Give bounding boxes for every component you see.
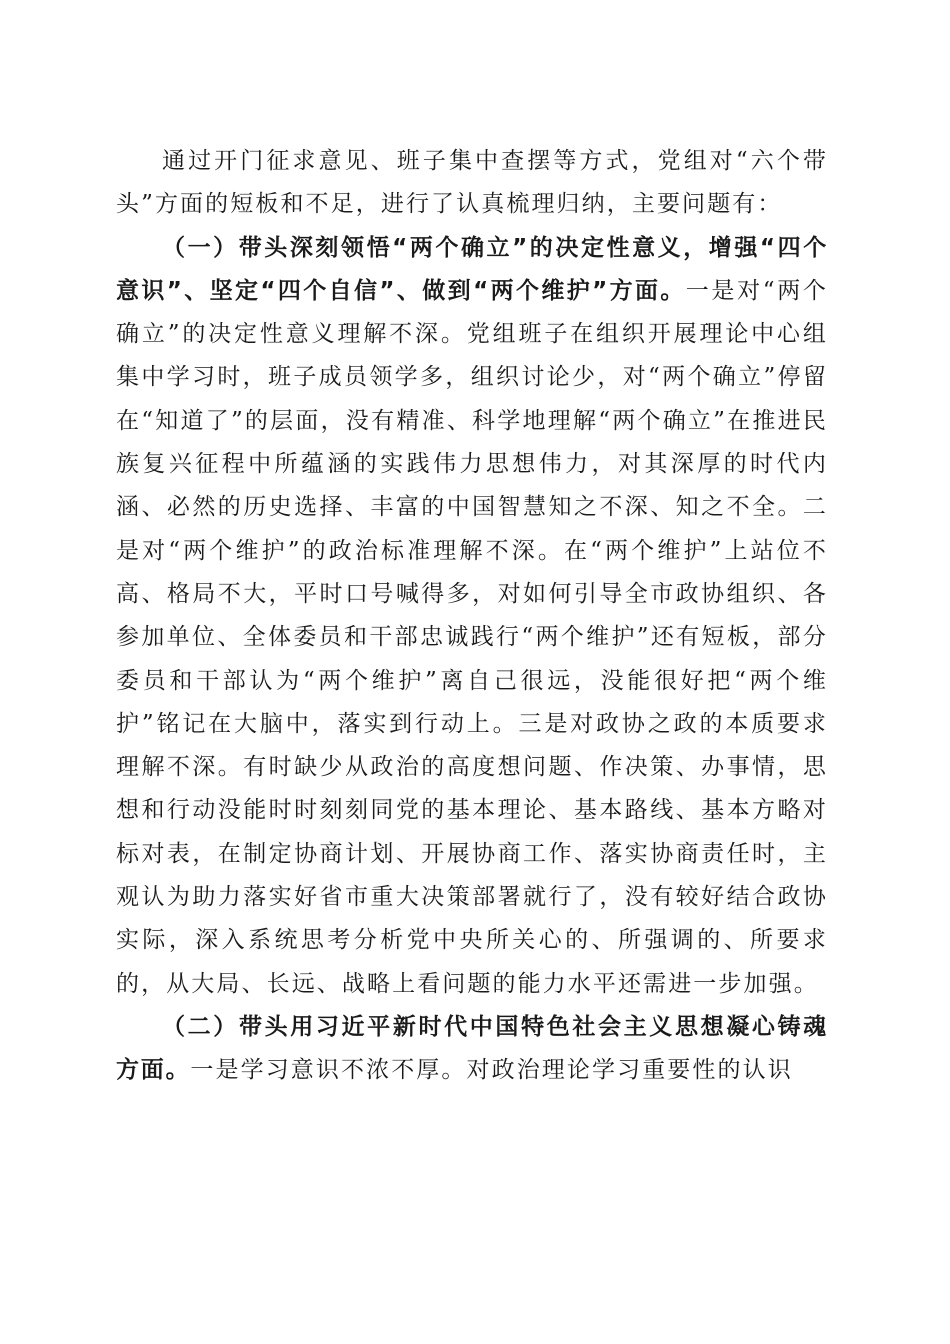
section-one-paragraph xyxy=(116,227,828,1006)
section-two-heading: （二）带头用习近平新时代中国特色社会主义思想凝心铸魂方面。 xyxy=(116,1013,828,1084)
section-one-heading: （一）带头深刻领悟“两个确立”的决定性意义，增强“四个意识”、坚定“四个自信”、做到“两个维护”方面。 xyxy=(116,234,828,304)
section-two-text: 一是学习意识不浓不厚。对政治理论学习重要性的认识 xyxy=(190,1057,793,1084)
section-two-paragraph xyxy=(116,1006,828,1093)
intro-paragraph xyxy=(116,140,828,227)
section-one-text: 一是对“两个确立”的决定性意义理解不深。党组班子在组织开展理论中心组集中学习时，班子成员领学多，组织讨论少，对“两个确立”停留在“知道了”的层面，没有精准、科学地理解“两个确立”在推进民族复兴征程中所蕴涵的实践伟力思想伟力，对其深厚的时代内涵、必然的历史选择、丰富的中国智慧知之不深、知之不全。二是对“两个维护”的政治标准理解不深。在“两个维护”上站位不高、格局不大，平时口号喊得多，对如何引导全市政协组织、各参加单位、全体委员和干部忠诚践行“两个维护”还有短板，部分委员和干部认为“两个维护”离自己很远，没能很好把“两个维护”铭记在大脑中，落实到行动上。三是对政协之政的本质要求理解不深。有时缺少从政治的高度想问题、作决策、办事情，思想和行动没能时时刻刻同党的基本理论、基本路线、基本方略对标对表，在制定协商计划、开展协商工作、落实协商责任时，主观认为助力落实好省市重大决策部署就行了，没有较好结合政协实际，深入系统思考分析党中央所关心的、所强调的、所要求的，从大局、长远、战略上看问题的能力水平还需进一步加强。 xyxy=(116,277,828,997)
document-page xyxy=(116,140,828,1093)
intro-text: 通过开门征求意见、班子集中查摆等方式，党组对“六个带头”方面的短板和不足，进行了认真梳理归纳，主要问题有： xyxy=(116,148,828,218)
